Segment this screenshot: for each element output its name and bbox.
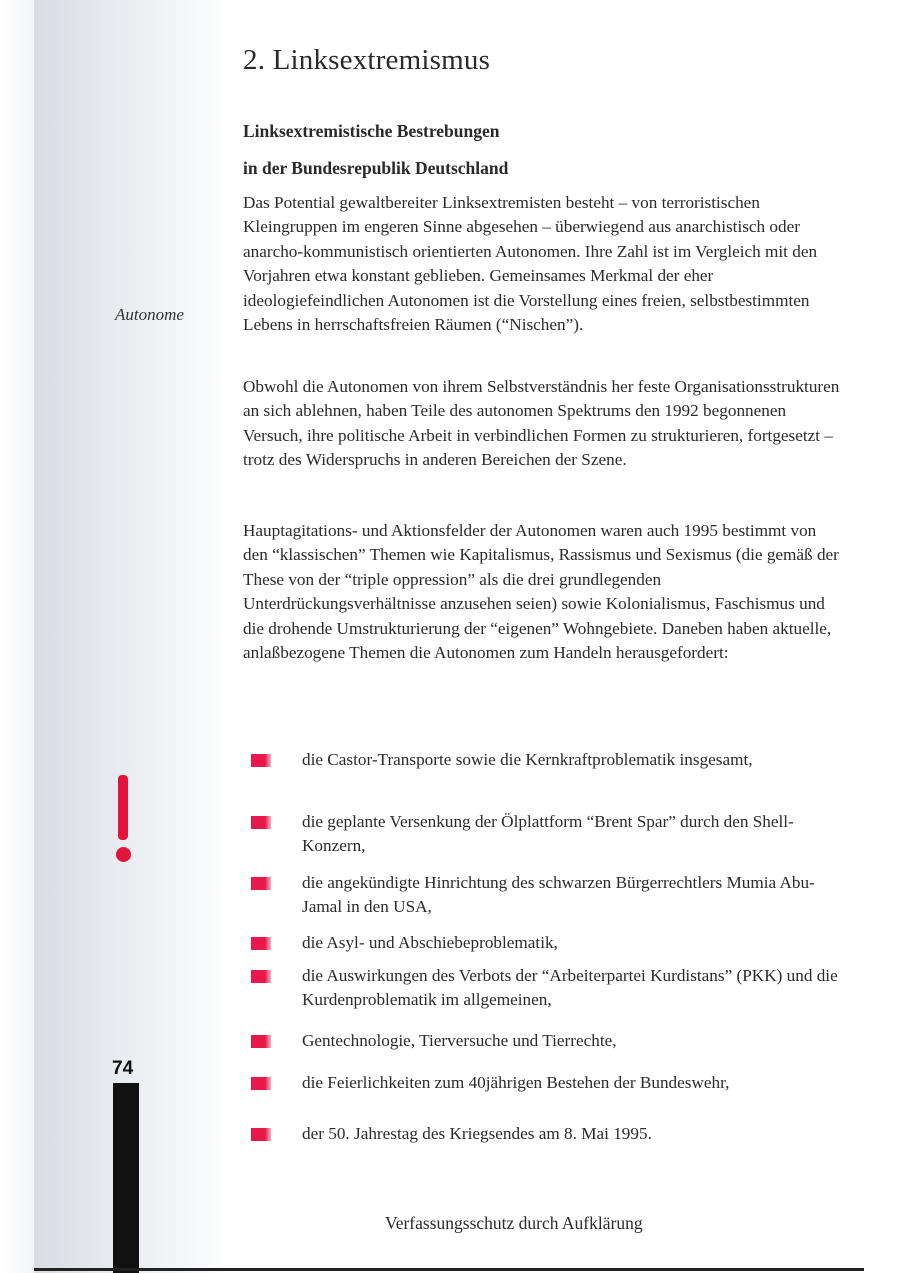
page-edge — [0, 0, 34, 1273]
section-heading-line-2: in der Bundesrepublik Deutschland — [243, 158, 509, 178]
list-item-text: die Feierlichkeiten zum 40jährigen Bestehen der Bundeswehr, — [302, 1073, 730, 1092]
bullet-square-icon — [251, 754, 271, 767]
bullet-square-icon — [251, 970, 271, 983]
exclamation-icon-bar — [118, 775, 128, 840]
bullet-square-icon — [251, 937, 271, 950]
paragraph-3: Hauptagitations- und Aktionsfelder der Autonomen waren auch 1995 bestimmt von den “klassischen” Themen wie Kapitalismus, Rassismus und Sexismus (die gemäß der These von der “triple oppression” als die drei grundlegenden Unterdrückungsverhältnisse anzusehen seien) sowie Kolonialismus, Faschismus und die drohende Umstrukturierung der “eigenen” Wohngebiete. Daneben haben aktuelle, anlaßbezogene Themen die Autonomen zum Handeln herausgefordert: — [243, 521, 839, 663]
list-item-text: die Castor-Transporte sowie die Kernkraftproblematik insgesamt, — [302, 750, 753, 769]
footer-text: Verfassungsschutz durch Aufklärung — [385, 1213, 643, 1233]
bullet-square-icon — [251, 1128, 271, 1141]
paragraph-1: Das Potential gewaltbereiter Linksextremisten besteht – von terroristischen Kleingruppen im engeren Sinne abgesehen – überwiegend aus anarchistisch oder anarcho-kommunistisch orientierten Autonomen. Ihre Zahl ist im Vergleich mit den Vorjahren etwa konstant geblieben. Gemeinsames Merkmal der eher ideologiefeindlichen Autonomen ist die Vorstellung eines freien, selbstbestimmten Lebens in herrschaftsfreien Räumen (“Nischen”). — [243, 193, 818, 335]
bottom-rule — [34, 1268, 864, 1271]
section-heading-line-1: Linksextremistische Bestrebungen — [243, 121, 500, 141]
list-item-text: Gentechnologie, Tierversuche und Tierrechte, — [302, 1031, 617, 1050]
list-item-text: die angekündigte Hinrichtung des schwarzen Bürgerrechtlers Mumia Abu-Jamal in den USA, — [302, 873, 815, 917]
bullet-square-icon — [251, 877, 271, 890]
bullet-square-icon — [251, 816, 271, 829]
exclamation-icon-dot — [116, 847, 131, 862]
chapter-title: 2. Linksextremismus — [243, 44, 491, 76]
list-item-text: der 50. Jahrestag des Kriegsendes am 8. Mai 1995. — [302, 1124, 652, 1143]
bullet-square-icon — [251, 1077, 271, 1090]
list-item-text: die Asyl- und Abschiebeproblematik, — [302, 933, 558, 952]
list-item-text: die geplante Versenkung der Ölplattform “Brent Spar” durch den Shell-Konzern, — [302, 812, 794, 856]
page-number: 74 — [112, 1058, 134, 1079]
paragraph-2: Obwohl die Autonomen von ihrem Selbstverständnis her feste Organisationsstrukturen an sich ablehnen, haben Teile des autonomen Spektrums den 1992 begonnenen Versuch, ihre politische Arbeit in verbindlichen Formen zu strukturieren, fortgesetzt – trotz des Widerspruchs in anderen Bereichen der Szene. — [243, 377, 840, 470]
list-item-text: die Auswirkungen des Verbots der “Arbeiterpartei Kurdistans” (PKK) und die Kurdenproblematik im allgemeinen, — [302, 966, 838, 1010]
bullet-square-icon — [251, 1035, 271, 1048]
page-number-bar — [113, 1083, 139, 1273]
margin-note: Autonome — [115, 305, 184, 324]
